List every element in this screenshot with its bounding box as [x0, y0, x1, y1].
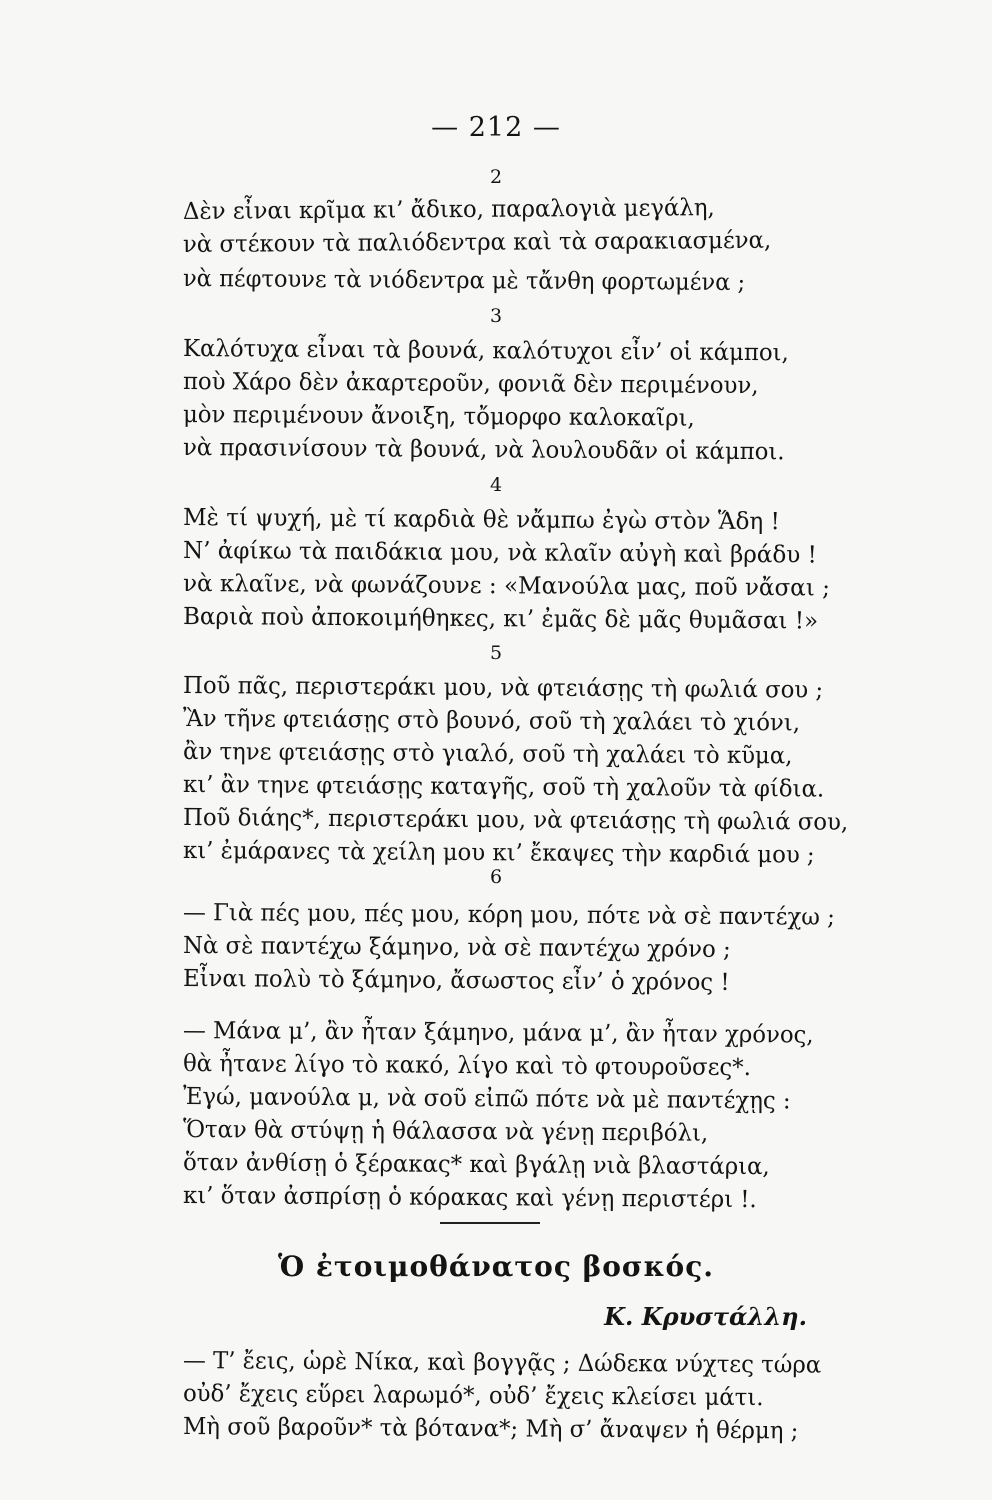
verse-line: — Τ’ ἔεις, ὡρὲ Νίκα, καὶ βογγᾷς ; Δώδεκα νύχτες τώρα: [182, 1346, 822, 1379]
verse-line: Μὴ σοῦ βαροῦν* τὰ βότανα*; Μὴ σ’ ἄναψεν ἡ θέρμη ;: [182, 1412, 799, 1445]
stanza-number: 6: [489, 866, 503, 888]
stanza-number: 2: [489, 166, 503, 188]
page-number: — 212 —: [431, 112, 561, 143]
verse-line: Ἐγώ, μανούλα μ, νὰ σοῦ εἰπῶ πότε νὰ μὲ παντέχῃς :: [182, 1082, 791, 1115]
verse-line: Νὰ σὲ παντέχω ξάμηνο, νὰ σὲ παντέχω χρόνο ;: [182, 931, 731, 963]
verse-line: κι’ ἂν τηνε φτειάσῃς καταγῆς, σοῦ τὴ χαλοῦν τὰ φίδια.: [182, 770, 825, 803]
verse-line: νὰ στέκουν τὰ παλιόδεντρα καὶ τὰ σαρακιασμένα,: [182, 225, 772, 258]
verse-line: θὰ ἦτανε λίγο τὸ κακό, λίγο καὶ τὸ φτουροῦσες*.: [182, 1049, 751, 1082]
stanza-number: 3: [489, 305, 503, 327]
verse-line: Δὲν εἶναι κρῖμα κι’ ἄδικο, παραλογιὰ μεγάλη,: [182, 193, 715, 225]
verse-line: — Μάνα μ’, ἂν ἦταν ξάμηνο, μάνα μ’, ἂν ἦταν χρόνος,: [182, 1016, 814, 1049]
verse-line: Βαριὰ ποὺ ἀποκοιμήθηκες, κι’ ἐμᾶς δὲ μᾶς θυμᾶσαι !»: [182, 602, 819, 635]
verse-line: κι’ ἐμάρανες τὰ χείλη μου κι’ ἔκαψες τὴν καρδιά μου ;: [182, 836, 815, 869]
verse-line: Ποῦ διάης*, περιστεράκι μου, νὰ φτειάσῃς τὴ φωλιά σου,: [182, 803, 849, 836]
verse-line: Εἶναι πολὺ τὸ ξάμηνο, ἄσωστος εἶν’ ὁ χρόνος !: [182, 964, 730, 996]
verse-line: μὸν περιμένουν ἄνοιξη, τὄμορφο καλοκαῖρι,: [182, 400, 695, 432]
verse-line: νὰ πέφτουνε τὰ νιόδεντρα μὲ τἄνθη φορτωμένα ;: [182, 264, 746, 297]
poem-author: Κ. Κρυστάλλη.: [604, 1302, 807, 1331]
stanza-number: 4: [489, 474, 503, 496]
verse-line: οὐδ’ ἔχεις εὕρει λαρωμό*, οὐδ’ ἔχεις κλείσει μάτι.: [182, 1379, 764, 1412]
verse-line: ὅταν ἀνθίσῃ ὁ ξέρακας* καὶ βγάλῃ νιὰ βλαστάρια,: [182, 1148, 770, 1181]
verse-line: Μὲ τί ψυχή, μὲ τί καρδιὰ θὲ νἄμπω ἐγὼ στὸν Ἅδη !: [182, 503, 780, 536]
verse-line: — Γιὰ πές μου, πές μου, κόρη μου, πότε νὰ σὲ παντέχω ;: [182, 898, 835, 931]
verse-line: Ἂν τῆνε φτειάσῃς στὸ βουνό, σοῦ τὴ χαλάει τὸ χιόνι,: [182, 704, 801, 737]
verse-line: Ὅταν θὰ στύψῃ ἡ θάλασσα νὰ γένῃ περιβόλι,: [182, 1115, 709, 1147]
verse-line: Καλότυχα εἶναι τὰ βουνά, καλότυχοι εἶν’ οἱ κάμποι,: [182, 334, 789, 367]
verse-line: Ν’ ἀφίκω τὰ παιδάκια μου, νὰ κλαῖν αὐγὴ καὶ βράδυ !: [182, 536, 817, 569]
poem-title: Ὁ ἐτοιμοθάνατος βοσκός.: [277, 1250, 715, 1283]
verse-line: νὰ κλαῖνε, νὰ φωνάζουνε : «Μανούλα μας, ποῦ νἄσαι ;: [182, 569, 830, 602]
section-divider: [440, 1222, 540, 1224]
verse-line: κι’ ὅταν ἀσπρίσῃ ὁ κόρακας καὶ γένῃ περιστέρι !.: [182, 1181, 757, 1214]
stanza-number: 5: [489, 642, 503, 664]
verse-line: ἂν τηνε φτειάσῃς στὸ γιαλό, σοῦ τὴ χαλάει τὸ κῦμα,: [182, 737, 793, 770]
verse-line: νὰ πρασινίσουν τὰ βουνά, νὰ λουλουδᾶν οἱ κάμποι.: [182, 433, 785, 466]
verse-line: ποὺ Χάρο δὲν ἀκαρτεροῦν, φονιᾶ δὲν περιμένουν,: [182, 367, 759, 400]
verse-line: Ποῦ πᾶς, περιστεράκι μου, νὰ φτειάσῃς τὴ φωλιά σου ;: [182, 671, 824, 704]
